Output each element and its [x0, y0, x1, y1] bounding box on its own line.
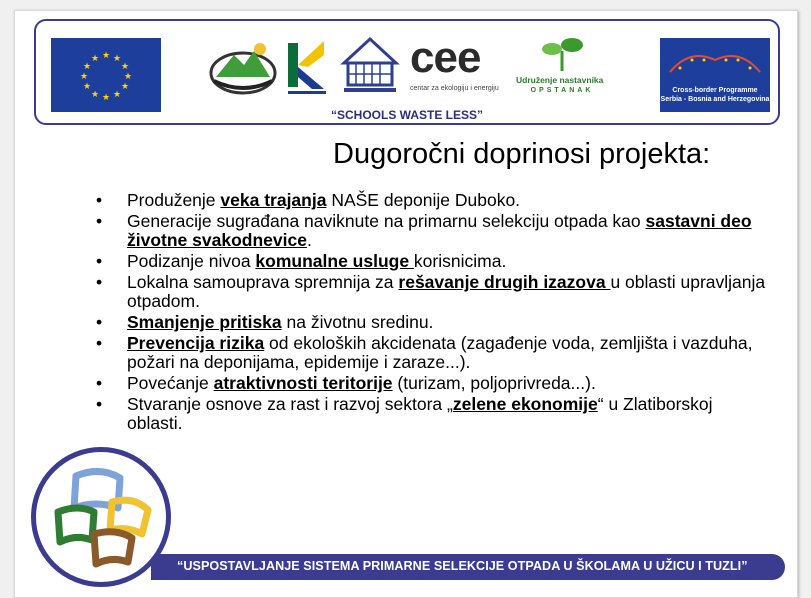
cbc-line1: Cross-border Programme — [672, 87, 758, 94]
bullet-item: • Prevencija rizika od ekoloških akcidenata (zagađenje voda, zemljišta i vazduha, požari na deponijama, epidemije i zaraze...). — [95, 334, 767, 372]
header-logo-bar — [34, 19, 780, 125]
circle-logo — [31, 447, 171, 587]
cee-subtitle: centar za ekologiju i energiju — [410, 85, 499, 92]
svg-text:★: ★ — [82, 82, 92, 92]
bullet-item: • Podizanje nivoa komunalne usluge korisnicima. — [95, 252, 767, 271]
schools-waste-less-tagline: “SCHOOLS WASTE LESS” — [330, 108, 483, 122]
cross-border-programme-logo — [660, 38, 770, 112]
svg-text:★: ★ — [82, 62, 92, 72]
svg-text:★: ★ — [112, 54, 122, 64]
udruzenje-line2: OPSTANAK — [530, 87, 594, 94]
cee-wordmark: cee — [410, 33, 481, 82]
bullet-item: • Lokalna samouprava spremnija za rešavanje drugih izazova u oblasti upravljanja otpadom. — [95, 273, 767, 311]
sprout-icon — [516, 33, 608, 73]
slide — [14, 10, 798, 598]
bullet-item: • Smanjenje pritiska na životnu sredinu. — [95, 313, 767, 332]
udruzenje-line1: Udruženje nastavnika — [516, 75, 604, 85]
svg-text:★: ★ — [120, 82, 130, 92]
banner-text: “USPOSTAVLJANJE SISTEMA PRIMARNE SELEKCIJE OTPADA U ŠKOLAMA U UŽICU I TUZLI” — [177, 559, 748, 573]
bullet-item: • Produženje veka trajanja NAŠE deponije Duboko. — [95, 191, 767, 210]
cee-logo — [408, 33, 512, 99]
bullet-list — [95, 191, 767, 435]
svg-text:★: ★ — [101, 51, 111, 61]
bullet-item: • Povećanje atraktivnosti teritorije (turizam, poljoprivreda...). — [95, 374, 767, 393]
eu-flag-icon — [51, 38, 161, 112]
kj-logo-icon — [284, 33, 330, 99]
svg-text:★: ★ — [120, 62, 130, 72]
slide-title: Dugoročni doprinosi projekta: — [333, 138, 711, 170]
svg-text:★: ★ — [79, 72, 89, 82]
svg-text:★: ★ — [101, 93, 111, 103]
svg-text:★: ★ — [112, 90, 122, 100]
recycling-squares-icon — [36, 452, 166, 582]
project-title-banner — [151, 554, 785, 580]
udruzenje-logo — [516, 33, 608, 99]
bullet-item: • Stvaranje osnove za rast i razvoj sektora „zelene ekonomije“ u Zlatiborskoj oblasti. — [95, 395, 767, 433]
pf-building-logo-icon — [338, 33, 402, 99]
bullet-item: • Generacije sugrađana naviknute na primarnu selekciju otpada kao sastavni deo životne svakodnevice. — [95, 212, 767, 250]
svg-text:★: ★ — [123, 72, 133, 82]
svg-text:★: ★ — [90, 54, 100, 64]
cbc-line2: Serbia - Bosnia and Herzegovina — [660, 96, 770, 103]
park-logo-icon — [208, 33, 278, 99]
svg-text:★: ★ — [90, 90, 100, 100]
